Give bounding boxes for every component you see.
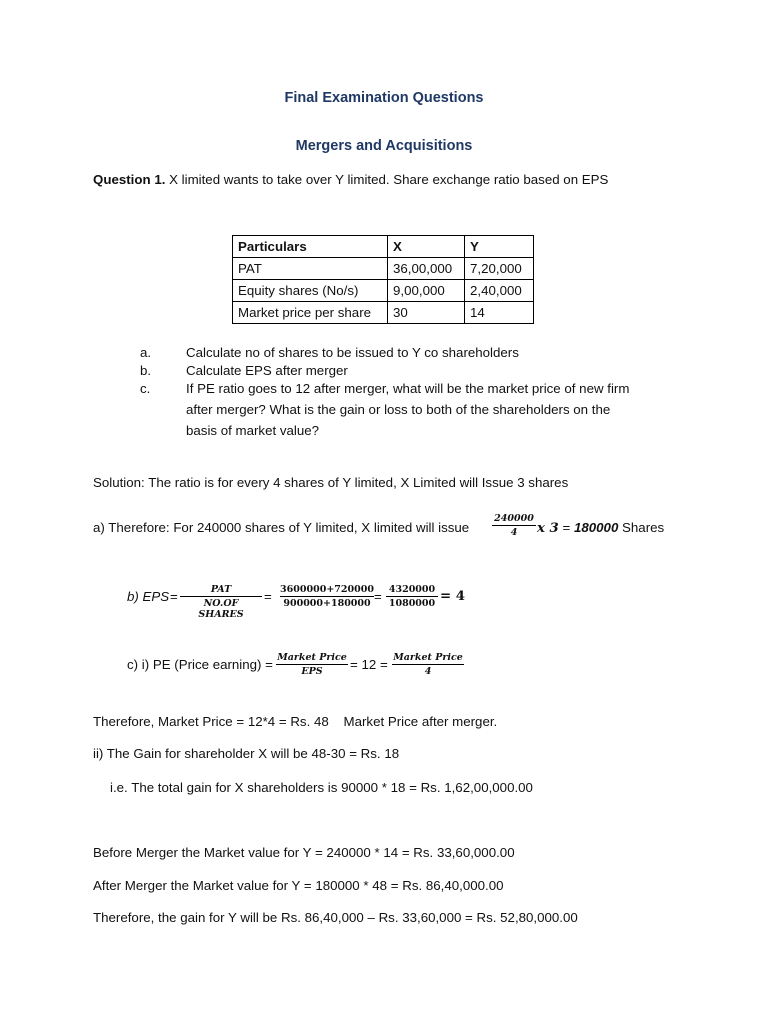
fraction-bar xyxy=(280,596,374,597)
table-row xyxy=(233,302,534,324)
eps-result: = 4 xyxy=(440,589,466,604)
fraction-denominator: 1080000 xyxy=(388,598,436,609)
subq-marker: b. xyxy=(140,363,152,378)
fraction-bar xyxy=(276,664,348,665)
subq-marker: c. xyxy=(140,381,151,396)
table-header-cell: X xyxy=(388,236,465,258)
equals-sign: = xyxy=(264,589,272,604)
table-cell: 9,00,000 xyxy=(388,280,465,302)
table-header-cell: Y xyxy=(465,236,534,258)
fraction-denominator: EPS xyxy=(301,666,323,677)
fraction-denominator: 4 xyxy=(510,527,518,538)
table-cell: PAT xyxy=(233,258,388,280)
data-table xyxy=(232,235,534,324)
solution-line: Therefore, the gain for Y will be Rs. 86,40,000 – Rs. 33,60,000 = Rs. 52,80,000.00 xyxy=(93,910,578,925)
multiplier: x 3 xyxy=(537,521,559,536)
table-cell: 36,00,000 xyxy=(388,258,465,280)
fraction-numerator: Market Price xyxy=(393,652,463,663)
solution-line: i.e. The total gain for X shareholders is 90000 * 18 = Rs. 1,62,00,000.00 xyxy=(110,780,533,795)
equals-sign: = xyxy=(558,520,574,535)
fraction-numerator: 4320000 xyxy=(388,584,436,595)
fraction-shares xyxy=(492,513,536,538)
subq-text: Calculate EPS after merger xyxy=(186,363,348,378)
fraction-bar xyxy=(492,525,536,526)
table-cell: 30 xyxy=(388,302,465,324)
fraction-numerator: 3600000+720000 xyxy=(280,584,374,595)
subq-marker: a. xyxy=(140,345,152,360)
solution-line: ii) The Gain for shareholder X will be 48-30 = Rs. 18 xyxy=(93,746,400,761)
equals-sign: = xyxy=(170,589,178,604)
question-line xyxy=(93,172,608,187)
table-header-cell: Particulars xyxy=(233,236,388,258)
question-text: X limited wants to take over Y limited. Share exchange ratio based on EPS xyxy=(165,172,609,187)
equals-sign: = xyxy=(374,589,382,604)
solution-line: Before Merger the Market value for Y = 240000 * 14 = Rs. 33,60,000.00 xyxy=(93,845,515,860)
fraction-denominator: 4 xyxy=(424,666,432,677)
pe-label: c) i) PE (Price earning) = xyxy=(127,657,273,672)
solution-a-text: a) Therefore: For 240000 shares of Y limited, X limited will issue xyxy=(93,520,470,535)
solution-line: After Merger the Market value for Y = 180000 * 48 = Rs. 86,40,000.00 xyxy=(93,878,504,893)
pe-equals-12: = 12 = xyxy=(350,657,388,672)
page-subtitle: Mergers and Acquisitions xyxy=(295,138,473,154)
solution-intro: Solution: The ratio is for every 4 shares of Y limited, X Limited will Issue 3 shares xyxy=(93,475,569,490)
fraction-numerator: PAT xyxy=(210,584,232,595)
table-header-row xyxy=(233,236,534,258)
shares-unit: Shares xyxy=(618,520,665,535)
fraction-eps-formula xyxy=(180,584,262,620)
question-label: Question 1. xyxy=(93,172,166,187)
table-cell: 7,20,000 xyxy=(465,258,534,280)
subq-text: basis of market value? xyxy=(186,423,320,438)
fraction-bar xyxy=(392,664,464,665)
fraction-denominator: 900000+180000 xyxy=(283,598,371,609)
shares-result: 180000 xyxy=(573,520,619,535)
fraction-eps-total xyxy=(386,584,438,609)
fraction-denominator: NO.OF SHARES xyxy=(198,598,244,620)
subq-text: Calculate no of shares to be issued to Y co shareholders xyxy=(186,345,519,360)
table-cell: Equity shares (No/s) xyxy=(233,280,388,302)
fraction-pe-4 xyxy=(392,652,464,677)
fraction-numerator: Market Price xyxy=(277,652,347,663)
page-title: Final Examination Questions xyxy=(284,90,484,106)
fraction-numerator: 240000 xyxy=(494,513,534,524)
fraction-pe xyxy=(276,652,348,677)
subq-text: after merger? What is the gain or loss to both of the shareholders on the xyxy=(186,402,611,417)
table-row xyxy=(233,280,534,302)
subq-text: If PE ratio goes to 12 after merger, what will be the market price of new firm xyxy=(186,381,630,396)
solution-a-result xyxy=(537,520,664,536)
table-row xyxy=(233,258,534,280)
fraction-eps-values xyxy=(280,584,374,609)
solution-line: Therefore, Market Price = 12*4 = Rs. 48 Market Price after merger. xyxy=(93,714,498,729)
table-cell: 14 xyxy=(465,302,534,324)
eps-label: b) EPS xyxy=(127,589,170,604)
table-cell: Market price per share xyxy=(233,302,388,324)
fraction-bar xyxy=(180,596,262,597)
fraction-bar xyxy=(386,596,438,597)
table-cell: 2,40,000 xyxy=(465,280,534,302)
